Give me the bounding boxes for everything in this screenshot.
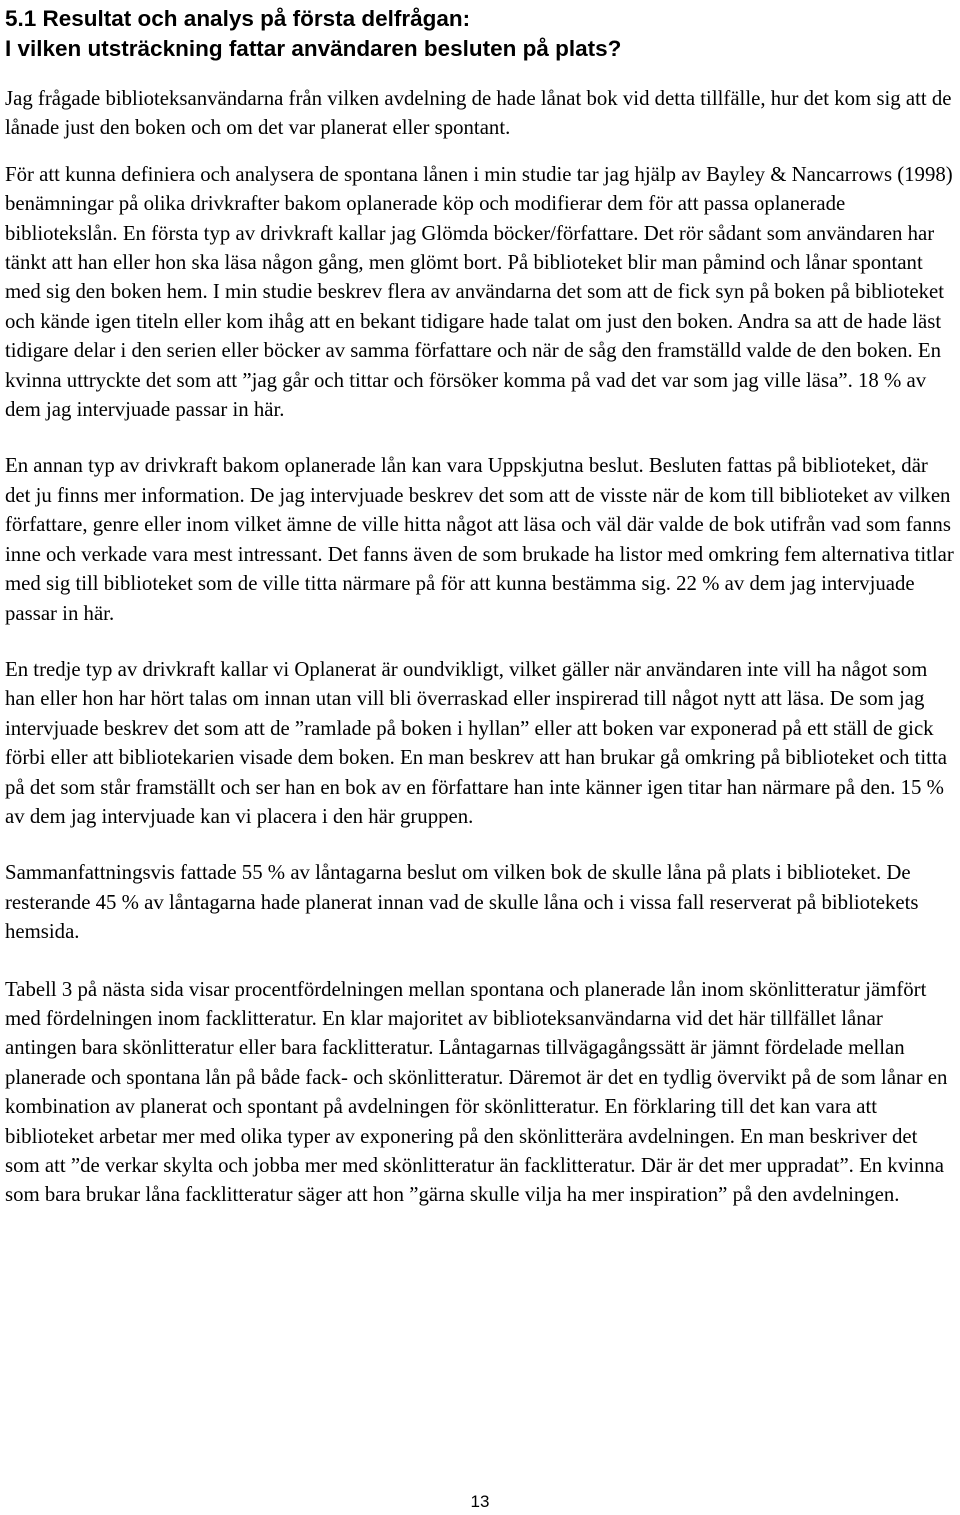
document-page bbox=[5, 0, 957, 1210]
paragraph-unplanned-inevitable: En tredje typ av drivkraft kallar vi Oplanerat är oundvikligt, vilket gäller när användaren inte vill ha något som han eller hon har hört talas om innan utan vill bli överraskad eller inspirerad till något nytt att läsa. De som jag intervjuade beskrev det som att de ”ramlade på boken i hyllan” eller att boken var exponerad på ett ställ de gick förbi eller att bibliotekarien visade dem boken. En man beskrev att han brukar gå omkring på biblioteket och titta på det som står framställt och ser han en bok av en författare han inte känner igen titar han närmare på den. 15 % av dem jag intervjuade kan vi placera i den här gruppen. bbox=[5, 657, 947, 828]
page-number: 13 bbox=[470, 1492, 490, 1511]
section-heading-line-2: I vilken utsträckning fattar användaren besluten på plats? bbox=[5, 36, 622, 61]
section-heading-line-1: 5.1 Resultat och analys på första delfrågan: bbox=[5, 6, 471, 31]
paragraph-intro: Jag frågade biblioteksanvändarna från vilken avdelning de hade lånat bok vid detta tillfälle, hur det kom sig att de lånade just den boken och om det var planerat eller spontant. bbox=[5, 87, 952, 140]
paragraph-forgotten-books: För att kunna definiera och analysera de spontana lånen i min studie tar jag hjälp av Bayley & Nancarrows (1998) benämningar på olika drivkrafter bakom oplanerade köp och modifierar dem för att passa oplanerade bibliotekslån. En första typ av drivkraft kallar jag Glömda böcker/författare. Det rör sådant som användaren har tänkt att han eller hon ska läsa någon gång, men glömt bort. På biblioteket blir man påmind och lånar spontant med sig den boken hem. I min studie beskrev flera av användarna det som att de fick syn på boken på biblioteket och kände igen titeln eller kom ihåg att en bekant tidigare hade talat om just den boken. Andra sa att de hade läst tidigare delar i den serien eller böcker av samma författare och när de såg den framställd valde de den boken. En kvinna uttryckte det som att ”jag går och tittar och försöker komma på vad det var som jag ville läsa”. 18 % av dem jag intervjuade passar in här. bbox=[5, 162, 953, 422]
paragraph-deferred-decisions: En annan typ av drivkraft bakom oplanerade lån kan vara Uppskjutna beslut. Besluten fattas på biblioteket, där det ju finns mer information. De jag intervjuade beskrev det som att de visste när de kom till biblioteket av vilken författare, genre eller inom vilket ämne de ville hitta något att läsa och väl där valde de bok utifrån vad som fanns inne och verkade vara mest intressant. Det fanns även de som brukade ha listor med omkring fem alternativa titlar med sig till biblioteket som de ville titta närmare på för att kunna bestämma sig. 22 % av dem jag intervjuade passar in här. bbox=[5, 454, 954, 625]
paragraph-table-description: Tabell 3 på nästa sida visar procentfördelningen mellan spontana och planerade lån inom skönlitteratur jämfört med fördelningen inom facklitteratur. En klar majoritet av biblioteksanvändarna vid det här tillfället lånar antingen bara skönlitteratur eller bara facklitteratur. Låntagarnas tillvägagångssätt är jämnt fördelade mellan planerade och spontana lån på både fack- och skönlitteratur. Däremot är det en tydlig övervikt på de som lånar en kombination av planerat och spontant på avdelningen för skönlitteratur. En förklaring till det kan vara att biblioteket arbetar mer med olika typer av exponering på den skönlitterära avdelningen. En man beskriver det som att ”de verkar skylta och jobba mer med skönlitteratur än facklitteratur. Där är det mer uppradat”. En kvinna som bara brukar låna facklitteratur säger att hon ”gärna skulle vilja ha mer inspiration” på den avdelningen. bbox=[5, 977, 948, 1207]
section-heading bbox=[5, 0, 957, 64]
paragraph-summary: Sammanfattningsvis fattade 55 % av låntagarna beslut om vilken bok de skulle låna på plats i biblioteket. De resterande 45 % av låntagarna hade planerat innan vad de skulle låna och i vissa fall reserverat på bibliotekets hemsida. bbox=[5, 861, 919, 944]
